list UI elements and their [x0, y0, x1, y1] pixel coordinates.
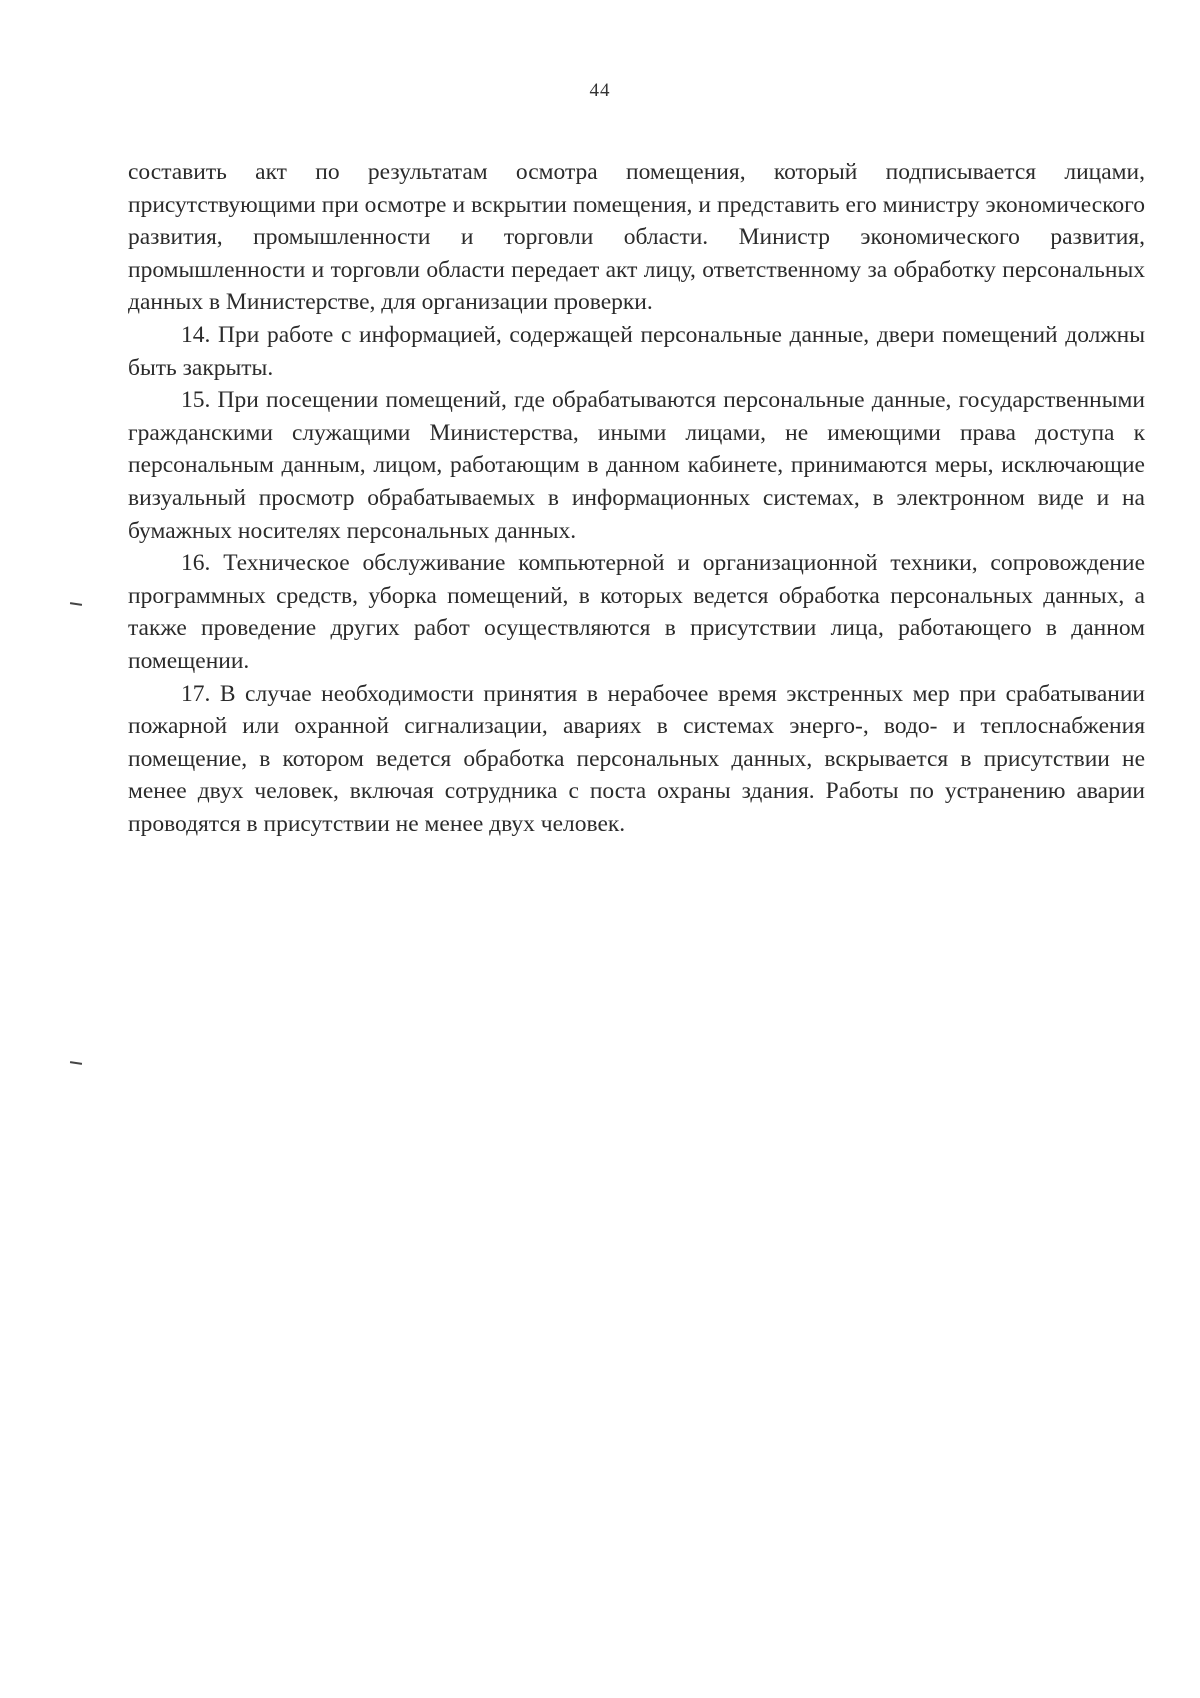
- paragraph-continuation: составить акт по результатам осмотра помещения, который подписывается лицами, присутствующими при осмотре и вскрытии помещения, и представить его министру экономического развития, промышленности и торговли области. Министр экономического развития, промышленности и торговли области передает акт лицу, ответственному за обработку персональных данных в Министерстве, для организации проверки.: [128, 159, 1145, 316]
- scan-margin-mark: [70, 1061, 82, 1065]
- paragraph-16: 16. Техническое обслуживание компьютерной и организационной техники, сопровождение программных средств, уборка помещений, в которых ведется обработка персональных данных, а также проведение других работ осуществляются в присутствии лица, работающего в данном помещении.: [128, 550, 1145, 674]
- document-body: [128, 156, 1145, 840]
- scan-margin-mark: [70, 602, 82, 606]
- paragraph-15: 15. При посещении помещений, где обрабатываются персональные данные, государственными гражданскими служащими Министерства, иными лицами, не имеющими права доступа к персональным данным, лицом, работающим в данном кабинете, принимаются меры, исключающие визуальный просмотр обрабатываемых в информационных системах, в электронном виде и на бумажных носителях персональных данных.: [128, 387, 1145, 544]
- page-number: 44: [589, 80, 611, 101]
- paragraph-17: 17. В случае необходимости принятия в нерабочее время экстренных мер при срабатывании пожарной или охранной сигнализации, авариях в системах энерго-, водо- и теплоснабжения помещение, в котором ведется обработка персональных данных, вскрывается в присутствии не менее двух человек, включая сотрудника с поста охраны здания. Работы по устранению аварии проводятся в присутствии не менее двух человек.: [128, 680, 1145, 837]
- paragraph-14: 14. При работе с информацией, содержащей персональные данные, двери помещений должны быть закрыты.: [128, 321, 1145, 381]
